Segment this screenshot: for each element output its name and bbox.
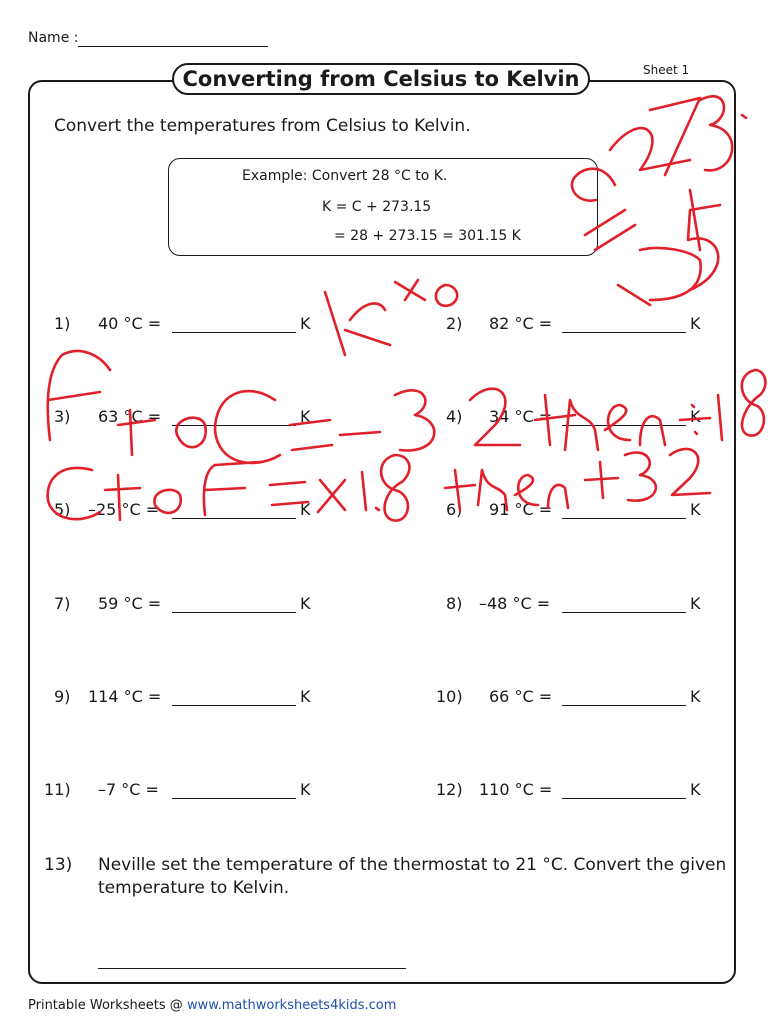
unit-label: K	[300, 594, 311, 613]
question-value: 59 °C =	[98, 594, 162, 613]
handwritten-f2-stroke	[204, 462, 260, 515]
handwritten-1c-stroke	[362, 472, 366, 510]
unit-label: K	[300, 314, 311, 333]
footer-label: Printable Worksheets @	[28, 998, 187, 1013]
handwritten-1b-stroke	[718, 395, 722, 440]
instructions: Convert the temperatures from Celsius to Kelvin.	[54, 116, 471, 136]
word-problem-line-1: Neville set the temperature of the thermostat to 21 °C. Convert the given	[98, 855, 727, 875]
question-value: 34 °C =	[489, 407, 553, 426]
handwritten-divide-stroke	[680, 405, 710, 434]
question-number: 11)	[44, 780, 71, 799]
handwritten-k-stroke	[325, 292, 390, 355]
handwritten-c2-stroke	[48, 468, 100, 519]
handwritten-equals3-stroke	[270, 482, 308, 505]
question-value: 63 °C =	[98, 407, 162, 426]
handwritten-3-stroke	[700, 96, 732, 170]
example-line-2: K = C + 273.15	[322, 199, 432, 215]
question-number: 12)	[436, 780, 463, 799]
handwritten-o2-stroke	[154, 490, 180, 513]
handwritten-3c-stroke	[625, 453, 656, 501]
question-value: 110 °C =	[479, 780, 553, 799]
handwritten-dot2-stroke	[376, 508, 379, 510]
handwritten-8b-stroke	[381, 455, 409, 521]
handwritten-15-stroke	[618, 248, 701, 305]
unit-label: K	[300, 407, 311, 426]
question-value: 40 °C =	[98, 314, 162, 333]
handwritten-3b-stroke	[395, 390, 434, 450]
question-number: 7)	[54, 594, 71, 613]
handwritten-equals2-stroke	[290, 420, 332, 450]
handwritten-o-stroke	[176, 418, 205, 447]
unit-label: K	[690, 687, 701, 706]
handwritten-c-stroke	[572, 169, 615, 201]
question-value: 114 °C =	[88, 687, 162, 706]
question-value: –7 °C =	[98, 780, 159, 799]
handwritten-x-stroke	[318, 480, 345, 512]
unit-label: K	[300, 687, 311, 706]
word-problem-number: 13)	[44, 855, 73, 875]
unit-label: K	[690, 314, 701, 333]
page-title: Converting from Celsius to Kelvin	[172, 63, 590, 95]
unit-label: K	[690, 780, 701, 799]
handwritten-t2-stroke	[105, 475, 140, 520]
question-number: 10)	[436, 687, 463, 706]
question-number: 8)	[446, 594, 463, 613]
question-number: 9)	[54, 687, 71, 706]
sheet-label: Sheet 1	[643, 63, 690, 77]
footer-link[interactable]: www.mathworksheets4kids.com	[186, 998, 397, 1013]
handwritten-2c-stroke	[670, 449, 710, 495]
handwritten-8-stroke	[742, 370, 766, 436]
handwritten-zero-stroke	[436, 285, 457, 306]
handwritten-equals-stroke	[585, 210, 635, 250]
handwritten-plus2-stroke	[585, 462, 618, 498]
handwritten-f-stroke	[48, 351, 110, 440]
unit-label: K	[690, 500, 701, 519]
question-value: –48 °C =	[479, 594, 551, 613]
word-problem-line-2: temperature to Kelvin.	[98, 878, 290, 898]
unit-label: K	[300, 780, 311, 799]
question-value: –25 °C =	[88, 500, 160, 519]
question-number: 1)	[54, 314, 71, 333]
example-line-1: Example: Convert 28 °C to K.	[242, 168, 448, 184]
handwritten-minus-stroke	[340, 432, 380, 435]
handwritten-1-stroke	[690, 190, 700, 250]
question-value: 66 °C =	[489, 687, 553, 706]
question-number: 6)	[446, 500, 463, 519]
handwritten-dot-stroke	[742, 115, 746, 118]
name-label: Name :	[28, 30, 79, 46]
unit-label: K	[300, 500, 311, 519]
handwritten-5-stroke	[688, 205, 720, 290]
question-number: 2)	[446, 314, 463, 333]
handwritten-then2-stroke	[445, 470, 568, 510]
unit-label: K	[690, 594, 701, 613]
unit-label: K	[690, 407, 701, 426]
question-number: 5)	[54, 500, 71, 519]
handwritten-plus-stroke	[395, 280, 425, 300]
example-line-3: = 28 + 273.15 = 301.15 K	[334, 228, 521, 244]
question-number: 3)	[54, 407, 71, 426]
question-value: 82 °C =	[489, 314, 553, 333]
question-value: 91 °C =	[489, 500, 553, 519]
handwritten-2b-stroke	[470, 389, 520, 445]
handwritten-big-c-stroke	[215, 391, 280, 463]
handwritten-t-stroke	[118, 410, 155, 455]
question-number: 4)	[446, 407, 463, 426]
handwritten-then-stroke	[535, 395, 665, 450]
